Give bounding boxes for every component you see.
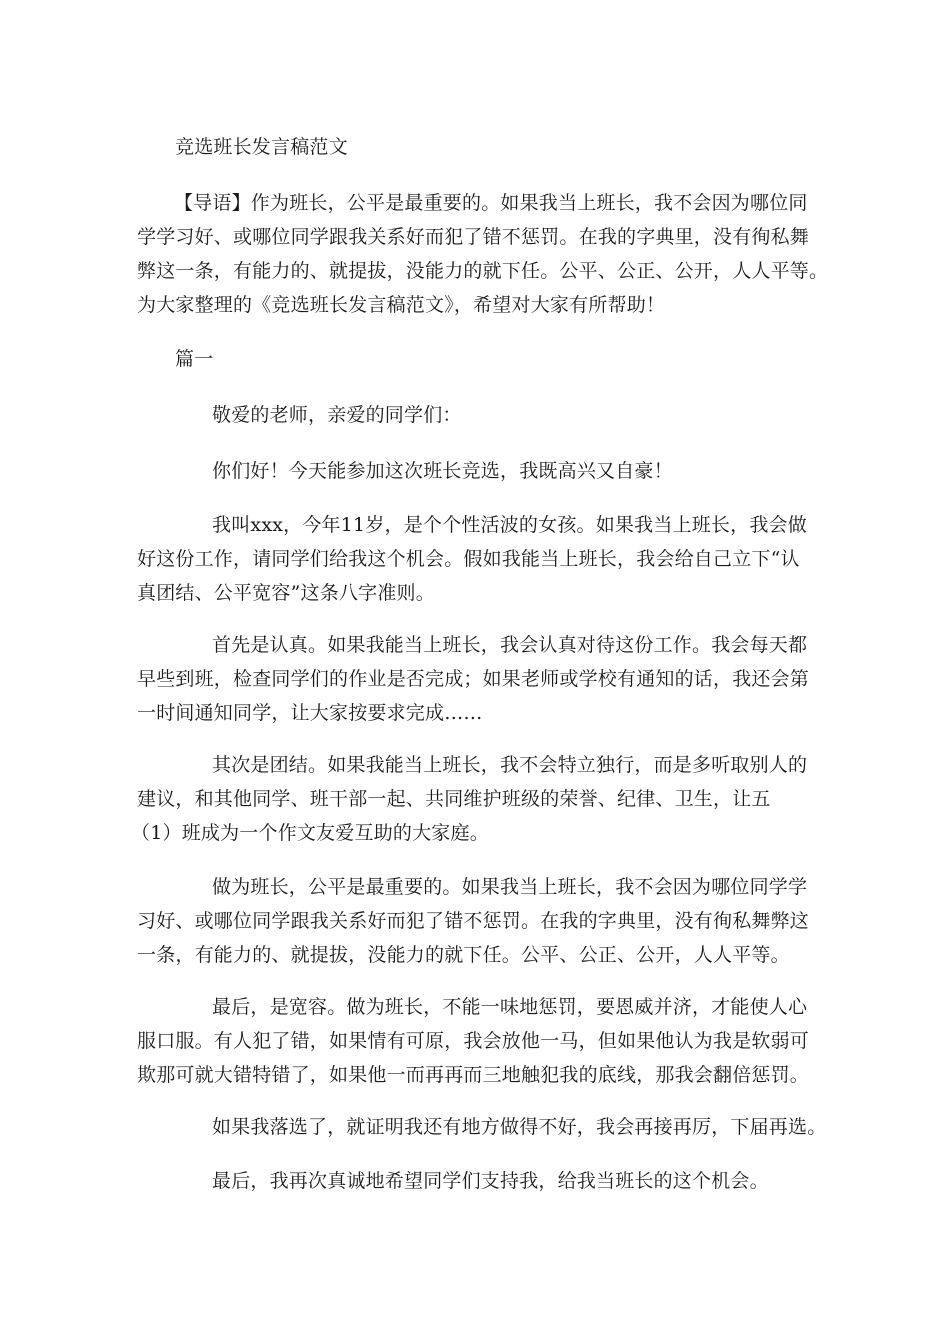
title-text: 竞选班长发言稿范文: [175, 136, 348, 158]
intro-line: 为大家整理的《竞选班长发言稿范文》，希望对大家有所帮助！: [137, 294, 666, 316]
salutation-text: 敬爱的老师，亲爱的同学们：: [212, 404, 462, 426]
paragraph-line: 建议，和其他同学、班干部一起、共同维护班级的荣誉、纪律、卫生，让五: [137, 788, 771, 810]
intro-line: 学学习好、或哪位同学跟我关系好而犯了错不惩罚。在我的字典里，没有徇私舞: [137, 226, 810, 248]
paragraph-line: （1）班成为一个作文友爱互助的大家庭。: [131, 822, 489, 844]
greeting: [212, 454, 673, 488]
paragraph-line: 好这份工作，请同学们给我这个机会。假如我能当上班长，我会给自己立下“认: [137, 548, 800, 570]
paragraph-line: 早些到班，检查同学们的作业是否完成；如果老师或学校有通知的话，我还会第: [137, 668, 810, 690]
salutation: [212, 398, 462, 432]
paragraph-line: 首先是认真。如果我能当上班长，我会认真对待这份工作。我会每天都: [212, 634, 808, 656]
paragraph-if-lose: [212, 1110, 826, 1144]
section-heading: [175, 342, 213, 376]
intro-paragraph: [137, 186, 904, 322]
paragraph-diligence: [137, 628, 810, 730]
paragraph-line: 习好、或哪位同学跟我关系好而犯了错不惩罚。在我的字典里，没有徇私舞弊这: [137, 910, 810, 932]
paragraph-closing: [212, 1164, 769, 1198]
paragraph-unity: [131, 748, 808, 850]
greeting-text: 你们好！今天能参加这次班长竞选，我既高兴又自豪！: [212, 460, 673, 482]
paragraph-line: 欺那可就大错特错了，如果他一而再再而三地触犯我的底线，那我会翻倍惩罚。: [137, 1064, 810, 1086]
document-title: [175, 130, 348, 164]
intro-line: 【导语】作为班长，公平是最重要的。如果我当上班长，我不会因为哪位同: [174, 192, 808, 214]
paragraph-line: 最后，是宽容。做为班长，不能一味地惩罚，要恩威并济，才能使人心: [212, 996, 808, 1018]
paragraph-line: 服口服。有人犯了错，如果情有可原，我会放他一马，但如果他认为我是软弱可: [137, 1030, 810, 1052]
paragraph-line: 如果我落选了，就证明我还有地方做得不好，我会再接再厉，下届再选。: [212, 1116, 827, 1138]
paragraph-fairness: [137, 870, 810, 972]
paragraph-introduction: [137, 508, 807, 610]
paragraph-tolerance: [137, 990, 810, 1092]
paragraph-line: 一条，有能力的、就提拔，没能力的就下任。公平、公正、公开，人人平等。: [137, 944, 790, 966]
paragraph-line: 最后，我再次真诚地希望同学们支持我，给我当班长的这个机会。: [212, 1170, 769, 1192]
paragraph-line: 我叫xxx，今年11岁，是个个性活波的女孩。如果我当上班长，我会做: [212, 514, 807, 536]
paragraph-line: 真团结、公平宽容”这条八字准则。: [137, 582, 435, 604]
paragraph-line: 一时间通知同学，让大家按要求完成……: [137, 702, 483, 724]
section-text: 篇一: [175, 348, 214, 370]
paragraph-line: 其次是团结。如果我能当上班长，我不会特立独行，而是多听取别人的: [212, 754, 808, 776]
paragraph-line: 做为班长，公平是最重要的。如果我当上班长，我不会因为哪位同学学: [212, 876, 808, 898]
intro-line: 弊这一条，有能力的、就提拔，没能力的就下任。公平、公正、公开，人人平等。: [137, 260, 829, 282]
